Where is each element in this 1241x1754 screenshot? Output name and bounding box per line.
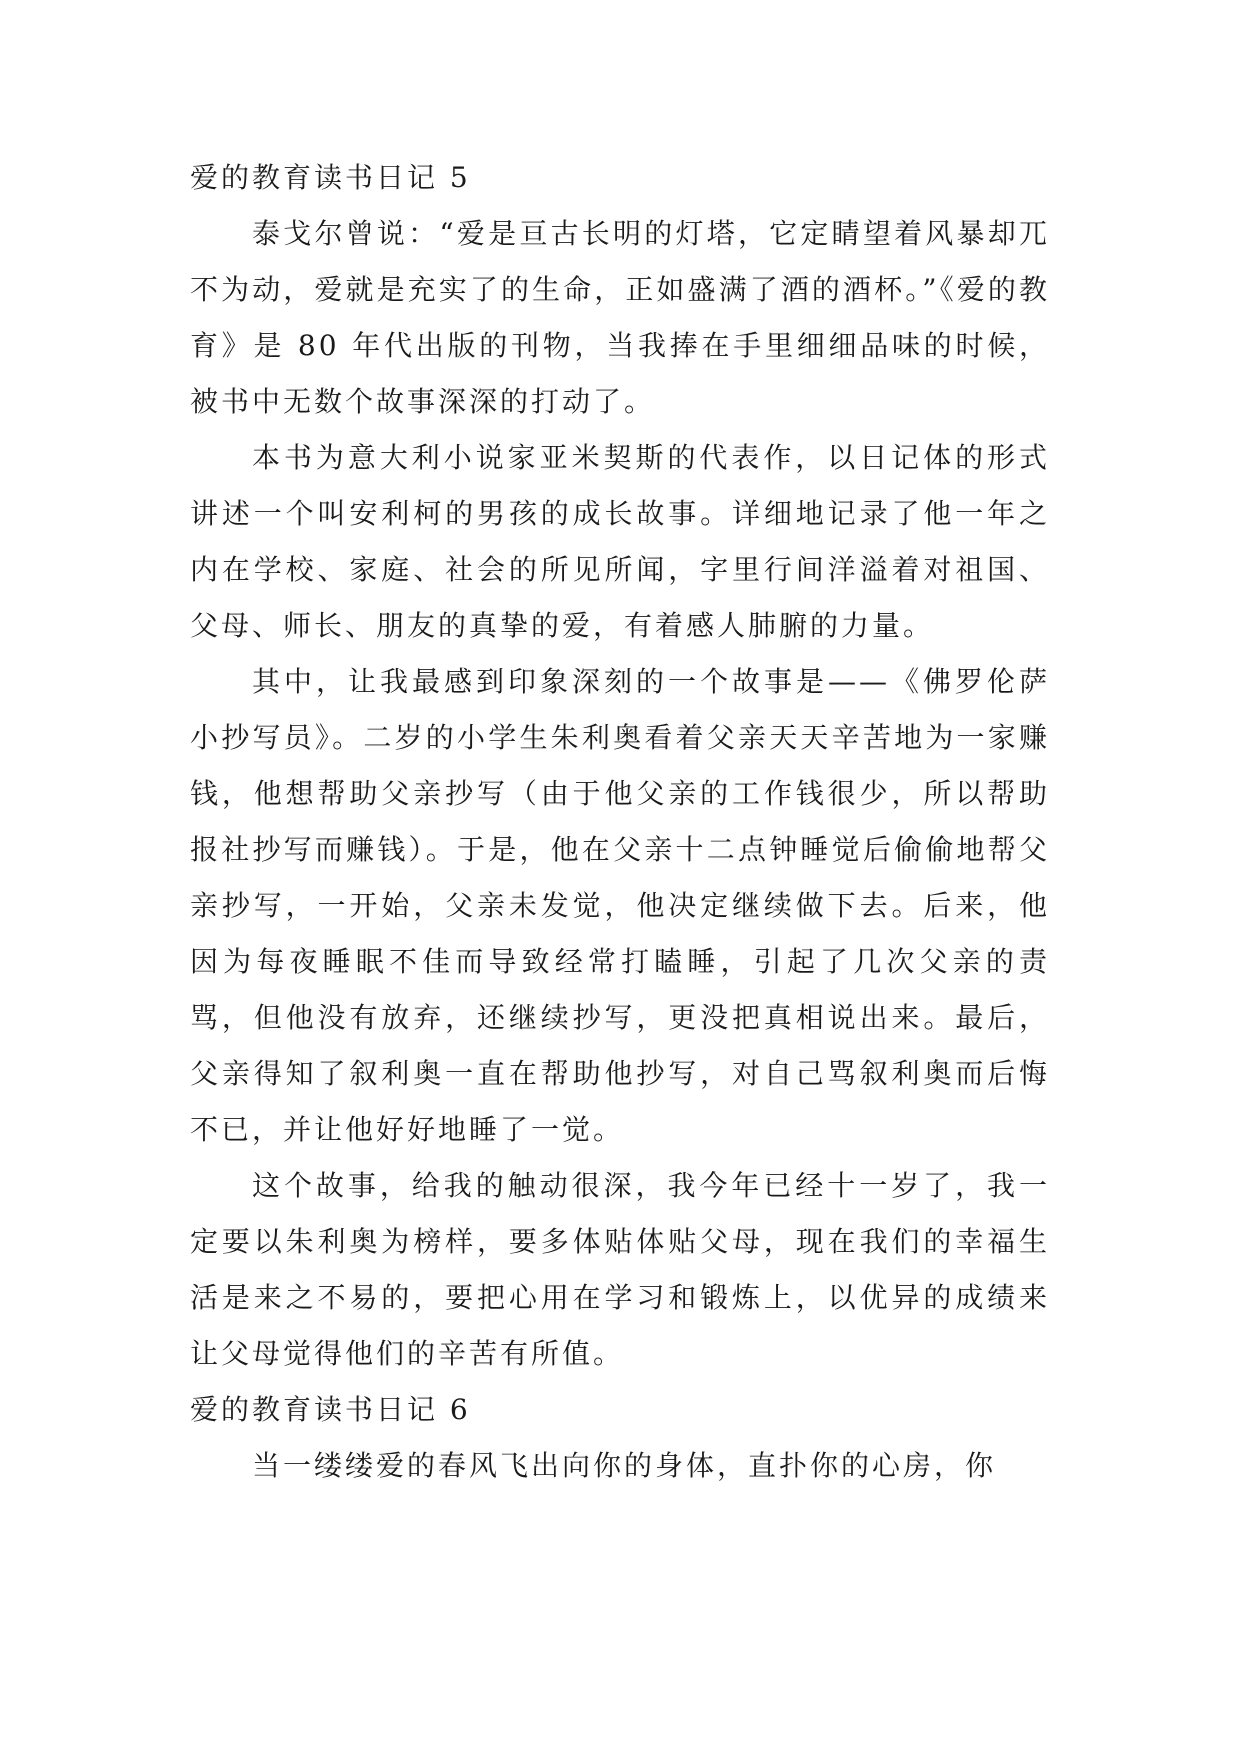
paragraph-spring-breeze: 当一缕缕爱的春风飞出向你的身体，直扑你的心房，你 [252,1449,997,1482]
section-title-5: 爱的教育读书日记 5 [190,161,471,194]
document-body [190,150,1050,1494]
paragraph-tagore-quote: 泰戈尔曾说：“爱是亘古长明的灯塔，它定睛望着风暴却兀不为动，爱就是充实了的生命，正如盛满了酒的酒杯。”《爱的教育》是 80 年代出版的刊物，当我捧在手里细细品味的时候，被书中无数个故事深深的打动了。 [190,217,1050,418]
paragraph-reflection: 这个故事，给我的触动很深，我今年已经十一岁了，我一定要以朱利奥为榜样，要多体贴体贴父母，现在我们的幸福生活是来之不易的，要把心用在学习和锻炼上，以优异的成绩来让父母觉得他们的辛苦有所值。 [190,1169,1050,1370]
paragraph-florence-story: 其中，让我最感到印象深刻的一个故事是——《佛罗伦萨小抄写员》。二岁的小学生朱利奥看着父亲天天辛苦地为一家赚钱，他想帮助父亲抄写（由于他父亲的工作钱很少，所以帮助报社抄写而赚钱）。于是，他在父亲十二点钟睡觉后偷偷地帮父亲抄写，一开始，父亲未发觉，他决定继续做下去。后来，他因为每夜睡眠不佳而导致经常打瞌睡，引起了几次父亲的责骂，但他没有放弃，还继续抄写，更没把真相说出来。最后，父亲得知了叙利奥一直在帮助他抄写，对自己骂叙利奥而后悔不已，并让他好好地睡了一觉。 [190,665,1050,1146]
paragraph-book-intro: 本书为意大利小说家亚米契斯的代表作，以日记体的形式讲述一个叫安利柯的男孩的成长故事。详细地记录了他一年之内在学校、家庭、社会的所见所闻，字里行间洋溢着对祖国、父母、师长、朋友的真挚的爱，有着感人肺腑的力量。 [190,441,1050,642]
section-title-6: 爱的教育读书日记 6 [190,1393,471,1426]
